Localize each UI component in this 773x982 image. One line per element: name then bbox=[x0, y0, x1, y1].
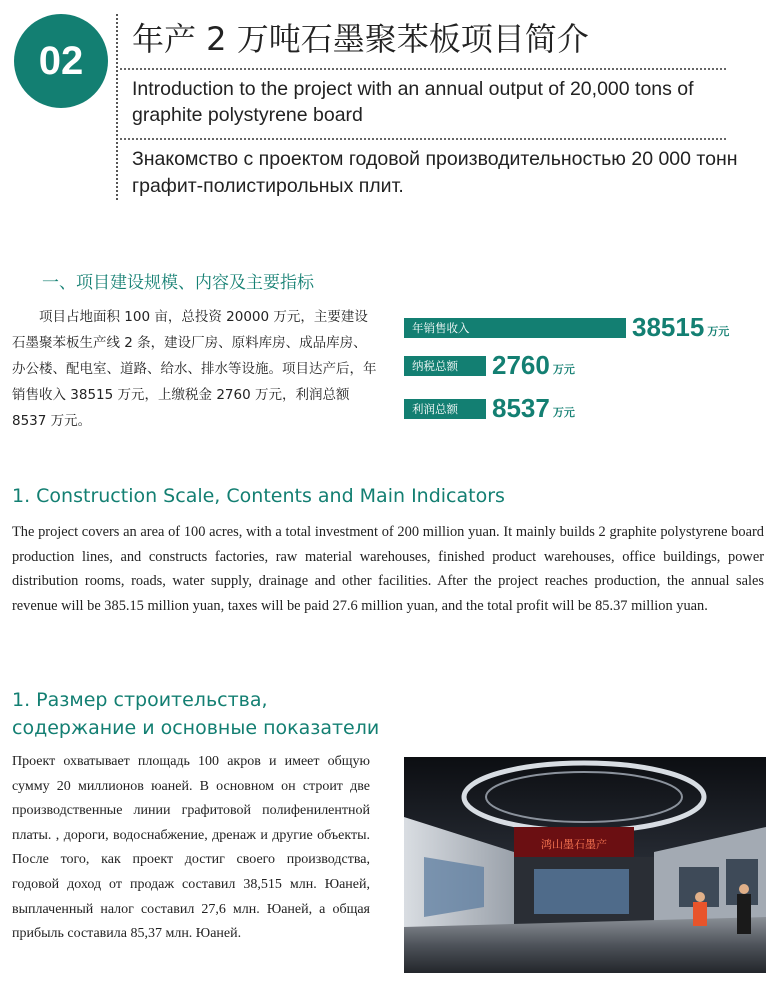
indicator-unit: 万元 bbox=[552, 406, 575, 419]
indicator-unit: 万元 bbox=[552, 363, 575, 376]
indicator-unit: 万元 bbox=[707, 325, 730, 338]
section-heading-chinese: 一、项目建设规模、内容及主要指标 bbox=[42, 273, 314, 293]
page-title-english: Introduction to the project with an annual output of 20,000 tons of graphite polystyrene board bbox=[132, 78, 694, 126]
indicator-bar-tax bbox=[404, 356, 486, 376]
indicator-label: 纳税总额 bbox=[412, 358, 458, 373]
section-number: 02 bbox=[38, 38, 84, 83]
section-body-english: The project covers an area of 100 acres, with a total investment of 200 million yuan. It mainly builds 2 graphite polystyrene board production lines, and constructs factories, raw material warehouses, finished product warehouses, office buildings, power distribution rooms, roads, water supply, drainage and other facilities. After the project reaches production, the annual sales revenue will be 385.15 million yuan, taxes will be paid 27.6 million yuan, and the total profit will be 85.37 million yuan. bbox=[12, 524, 764, 614]
indicator-bar-profit bbox=[404, 399, 486, 419]
indicator-row-tax bbox=[404, 350, 575, 381]
dotted-divider bbox=[120, 138, 726, 140]
photo-sign-text: 鸿山墨石墨产 bbox=[541, 838, 607, 851]
indicator-value: 8537 bbox=[492, 393, 550, 423]
dotted-divider bbox=[120, 68, 726, 70]
indicator-row-sales bbox=[404, 312, 729, 343]
section-body-chinese: 项目占地面积 100 亩，总投资 20000 万元，主要建设石墨聚苯板生产线 2 条，建设厂房、原料库房、成品库房、办公楼、配电室、道路、给水、排水等设施。项目达产后，年销售收入 38515 万元，上缴税金 2760 万元，利润总额 8537 万元。 bbox=[12, 309, 377, 429]
page-title-russian: Знакомство с проектом годовой производительностью 20 000 тонн графит-полистирольных плит. bbox=[132, 148, 738, 197]
indicator-label: 年销售收入 bbox=[412, 320, 470, 335]
exhibition-hall-photo bbox=[404, 757, 766, 973]
section-number-badge bbox=[14, 14, 108, 108]
section-body-russian: Проект охватывает площадь 100 акров и имеет общую сумму 20 миллионов юаней. В основном он строит две производственные линии графитовой полифенилентной платы. , дороги, водоснабжение, дренаж и другие объекты. После того, как проект достиг своего производства, годовой доход от продаж составил 38,515 млн. Юаней, выплаченный налог составил 27,6 млн. Юаней, а общая прибыль составила 85,37 млн. Юаней. bbox=[12, 754, 370, 942]
page-title-chinese: 年产 2 万吨石墨聚苯板项目简介 bbox=[132, 20, 589, 58]
indicator-row-profit bbox=[404, 393, 575, 424]
section-heading-russian: 1. Размер строительства, содержание и основные показатели bbox=[12, 689, 380, 739]
indicator-bar-sales bbox=[404, 318, 626, 338]
vertical-divider bbox=[116, 14, 118, 200]
indicator-value: 38515 bbox=[632, 312, 705, 342]
section-heading-english: 1. Construction Scale, Contents and Main Indicators bbox=[12, 485, 505, 507]
indicator-value: 2760 bbox=[492, 350, 550, 380]
indicator-label: 利润总额 bbox=[412, 401, 458, 416]
